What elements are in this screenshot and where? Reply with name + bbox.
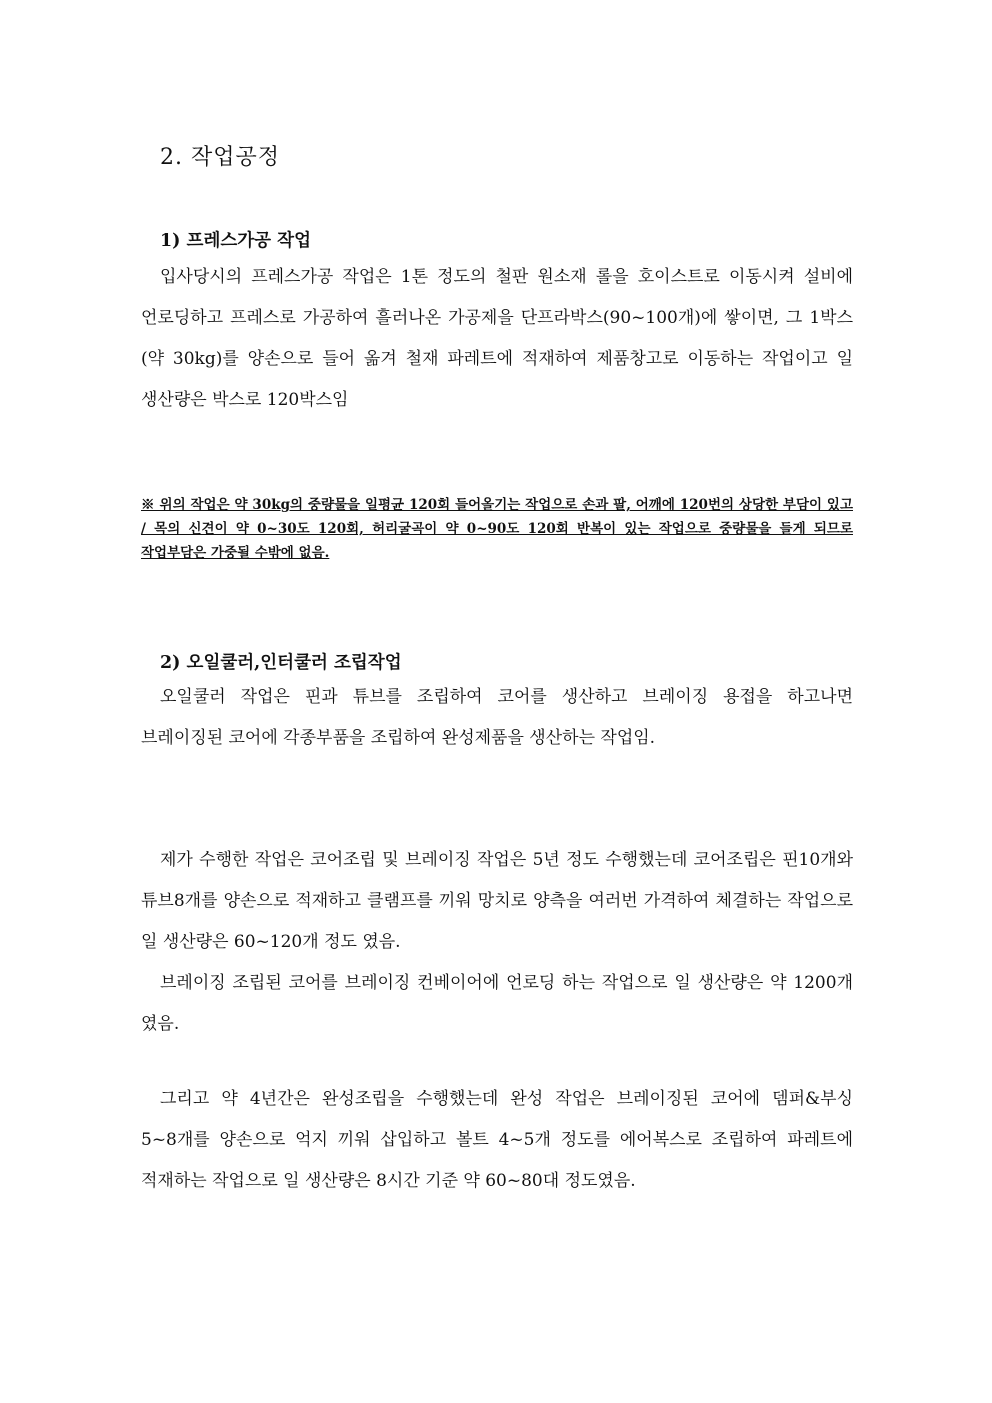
press-work-paragraph: 입사당시의 프레스가공 작업은 1톤 정도의 철판 원소재 롤을 호이스트로 이동시켜 설비에 언로딩하고 프레스로 가공하여 흘러나온 가공제을 단프라박스(90~100개)에 쌓이면, 그 1박스(약 30kg)를 양손으로 들어 옮겨 철재 파레트에 적재하여 제품창고로 이동하는 작업이고 일 생산량은 박스로 120박스임 xyxy=(141,267,853,410)
press-work-heading: 1) 프레스가공 작업 xyxy=(160,231,311,251)
final-assembly-paragraph: 그리고 약 4년간은 완성조립을 수행했는데 완성 작업은 브레이징된 코어에 뎀퍼&부싱 5~8개를 양손으로 억지 끼워 삽입하고 볼트 4~5개 정도를 에어복스로 조립하여 파레트에 적재하는 작업으로 일 생산량은 8시간 기준 약 60~80대 정도였음. xyxy=(141,1089,853,1191)
core-assembly-paragraph: 제가 수행한 작업은 코어조립 및 브레이징 작업은 5년 정도 수행했는데 코어조립은 핀10개와 튜브8개를 양손으로 적재하고 클램프를 끼워 망치로 양측을 여러번 가격하여 체결하는 작업으로 일 생산량은 60~120개 정도 였음. xyxy=(141,850,853,952)
section-title: 2. 작업공정 xyxy=(160,145,280,170)
cooler-assembly-heading: 2) 오일쿨러,인터쿨러 조립작업 xyxy=(160,653,402,673)
brazing-paragraph: 브레이징 조립된 코어를 브레이징 컨베이어에 언로딩 하는 작업으로 일 생산량은 약 1200개 였음. xyxy=(141,973,853,1034)
cooler-intro-paragraph: 오일쿨러 작업은 핀과 튜브를 조립하여 코어를 생산하고 브레이징 용접을 하고나면 브레이징된 코어에 각종부품을 조립하여 완성제품을 생산하는 작업임. xyxy=(141,687,853,748)
press-work-note: ※ 위의 작업은 약 30kg의 중량물을 일평균 120회 들어올기는 작업으로 손과 팔, 어깨에 120번의 상당한 부담이 있고 / 목의 신견이 약 0~30도 120회, 허리굴곡이 약 0~90도 120회 반복이 있는 작업으로 중량물을 들게 되므로 작업부담은 가중될 수밖에 없음. xyxy=(141,497,853,561)
